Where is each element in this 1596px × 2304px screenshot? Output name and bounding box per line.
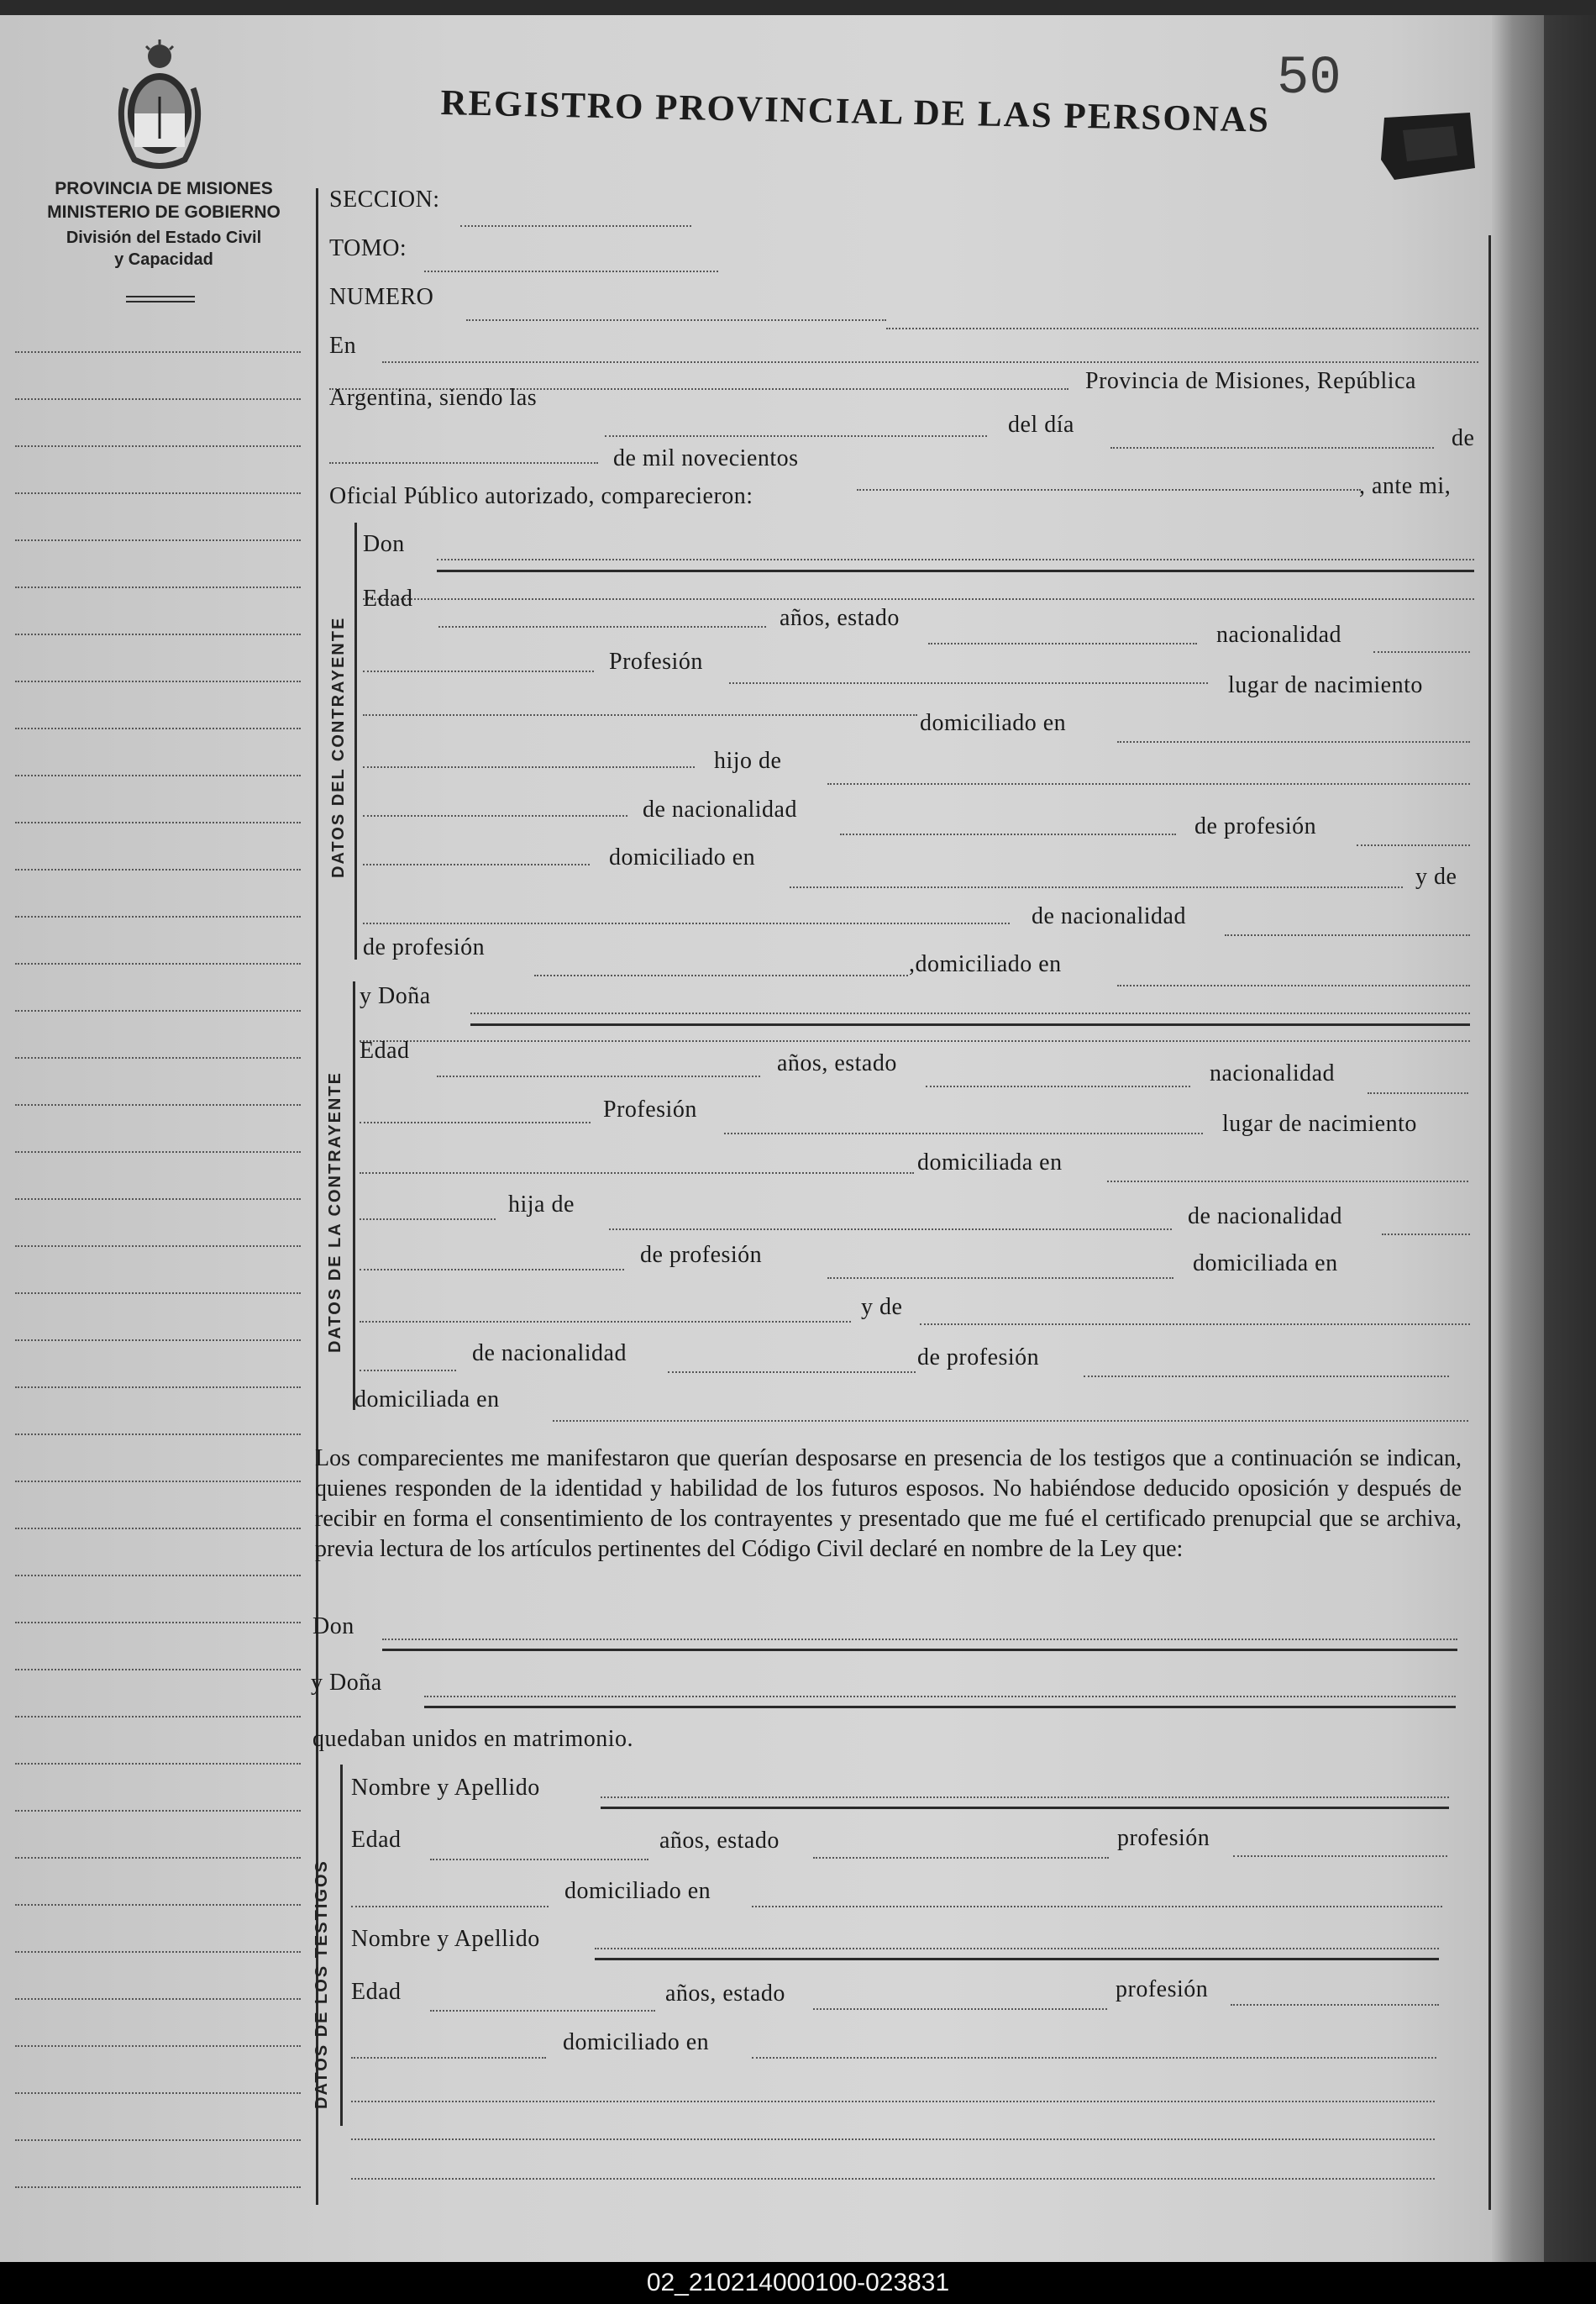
margin-note-line[interactable]: [15, 1622, 301, 1623]
estado-field-f[interactable]: [926, 1086, 1190, 1087]
margin-note-line[interactable]: [15, 822, 301, 823]
padre-profesion-field-f[interactable]: [827, 1277, 1173, 1279]
de-profesion-label-f: de profesión: [640, 1242, 763, 1268]
domiciliada-label: domiciliada en: [917, 1149, 1063, 1176]
margin-note-line[interactable]: [15, 1951, 301, 1953]
madre-field[interactable]: [363, 923, 1010, 924]
decl-don-label: Don: [312, 1613, 354, 1639]
tomo-field[interactable]: [424, 271, 718, 272]
footer-filename: 02_210214000100-023831: [0, 2262, 1596, 2304]
edad-field-f[interactable]: [437, 1076, 760, 1077]
left-heading-line3: División del Estado Civil: [66, 229, 262, 247]
don-field-2[interactable]: [363, 598, 1474, 600]
testigo1-domiciliado-label: domiciliado en: [564, 1878, 711, 1904]
nacionalidad-field[interactable]: [1373, 651, 1470, 653]
nacionalidad-field-2[interactable]: [363, 671, 594, 672]
hora-field[interactable]: [605, 435, 987, 437]
hijo-de-label: hijo de: [714, 748, 782, 774]
margin-note-line[interactable]: [15, 1057, 301, 1059]
de-nacionalidad-label-2: de nacionalidad: [1032, 903, 1186, 929]
seccion-label: SECCION:: [329, 187, 440, 213]
testigo2-nombre-field[interactable]: [595, 1948, 1439, 1949]
margin-note-line[interactable]: [15, 963, 301, 965]
anos-estado-label: años, estado: [780, 605, 900, 631]
left-heading: [25, 176, 302, 272]
margin-note-line[interactable]: [15, 1810, 301, 1812]
testigo2-edad-field-2[interactable]: [351, 2057, 546, 2059]
margin-note-line[interactable]: [15, 775, 301, 776]
margin-note-line[interactable]: [15, 869, 301, 871]
testigos-bracket: [340, 1765, 343, 2126]
testigo2-domiciliado-label: domiciliado en: [563, 2029, 710, 2055]
don-field[interactable]: [437, 559, 1474, 560]
padre-nacionalidad-field[interactable]: [840, 834, 1176, 835]
margin-note-line[interactable]: [15, 2092, 301, 2094]
margin-note-line[interactable]: [15, 2045, 301, 2047]
heading-underline-2: [126, 301, 195, 302]
decl-dona-field[interactable]: [424, 1696, 1456, 1697]
edad-label-f: Edad: [360, 1038, 410, 1064]
de-nacionalidad-label-f: de nacionalidad: [1188, 1203, 1342, 1229]
margin-note-line[interactable]: [15, 1481, 301, 1482]
testigo1-profesion-label: profesión: [1117, 1825, 1210, 1851]
nacionalidad-label: nacionalidad: [1216, 622, 1342, 648]
testigo1-nombre-underline: [601, 1807, 1449, 1809]
en-field[interactable]: [382, 361, 1478, 363]
de-profesion-label-f2: de profesión: [917, 1344, 1040, 1370]
y-de-label-f: y de: [861, 1294, 903, 1320]
padre-nacionalidad-field-f[interactable]: [1382, 1234, 1470, 1235]
edad-label: Edad: [363, 586, 413, 612]
margin-note-line[interactable]: [15, 1292, 301, 1294]
mes-field[interactable]: [329, 462, 598, 464]
testigo1-anos-estado-label: años, estado: [659, 1828, 780, 1854]
madre-profesion-field[interactable]: [534, 975, 908, 976]
right-border-rule: [1488, 235, 1491, 2210]
numero-field[interactable]: [466, 319, 886, 321]
testigo2-nombre-underline: [595, 1958, 1439, 1960]
domiciliada-label-2: domiciliada en: [1193, 1250, 1338, 1276]
profesion-field-f[interactable]: [724, 1133, 1203, 1134]
margin-note-line[interactable]: [15, 916, 301, 918]
padre-field-f[interactable]: [609, 1228, 1172, 1230]
testigo1-profesion-field[interactable]: [1233, 1855, 1447, 1857]
testigo2-anos-estado-label: años, estado: [665, 1980, 785, 2007]
margin-note-line[interactable]: [15, 1010, 301, 1012]
contrayenta-side-label: DATOS DE LA CONTRAYENTE: [326, 1071, 344, 1353]
lugar-field-f[interactable]: [360, 1172, 914, 1174]
ante-mi-text: , ante mi,: [1359, 473, 1452, 499]
extra-line-2[interactable]: [351, 2178, 1435, 2180]
decl-dona-label: y Doña: [311, 1670, 382, 1696]
madre-nacionalidad-field[interactable]: [1225, 934, 1470, 936]
profesion-label: Profesión: [609, 649, 703, 675]
don-label: Don: [363, 531, 405, 557]
dona-underline: [470, 1023, 1470, 1026]
margin-note-line[interactable]: [15, 1104, 301, 1106]
decl-dona-underline: [424, 1706, 1456, 1708]
margin-note-line[interactable]: [15, 1386, 301, 1388]
padre-field[interactable]: [827, 783, 1470, 785]
margin-note-line[interactable]: [15, 1716, 301, 1717]
testigo1-estado-field[interactable]: [813, 1857, 1109, 1859]
margin-note-line[interactable]: [15, 539, 301, 541]
tomo-label: TOMO:: [329, 235, 407, 261]
margin-note-line[interactable]: [15, 1151, 301, 1153]
testigos-side-label: DATOS DE LOS TESTIGOS: [312, 1860, 331, 2109]
anos-estado-label-f: años, estado: [777, 1050, 897, 1076]
left-heading-line2: MINISTERIO DE GOBIERNO: [47, 203, 281, 222]
testigo1-edad-field[interactable]: [430, 1859, 648, 1860]
testigo1-domicilio-field[interactable]: [752, 1906, 1442, 1907]
contrayente-bracket: [354, 523, 357, 960]
top-shadow: [0, 0, 1596, 15]
testigo2-nombre-label: Nombre y Apellido: [351, 1926, 540, 1952]
ink-stamp-mark: [1378, 109, 1478, 185]
testigo2-domicilio-field-2[interactable]: [351, 2101, 1435, 2102]
madre-field-f[interactable]: [920, 1323, 1470, 1325]
testigo2-domicilio-field[interactable]: [752, 2057, 1436, 2059]
margin-note-line[interactable]: [15, 1575, 301, 1576]
domiciliado-label-2: domiciliado en: [609, 844, 756, 871]
padre-nac-field-f2[interactable]: [360, 1269, 624, 1270]
decl-don-field[interactable]: [382, 1639, 1457, 1640]
margin-note-line[interactable]: [15, 1198, 301, 1200]
estado-field[interactable]: [928, 643, 1197, 644]
margin-note-line[interactable]: [15, 1339, 301, 1341]
margin-note-line[interactable]: [15, 1904, 301, 1906]
de-label: de: [1452, 425, 1475, 451]
profesion-field[interactable]: [729, 682, 1208, 684]
margin-note-line[interactable]: [15, 587, 301, 588]
en-label: En: [329, 333, 357, 359]
madre-domicilio-field-f[interactable]: [553, 1420, 1468, 1422]
contrayente-side-label: DATOS DEL CONTRAYENTE: [329, 616, 348, 878]
margin-note-line[interactable]: [15, 1245, 301, 1247]
de-nacionalidad-label-f2: de nacionalidad: [472, 1340, 627, 1366]
de-profesion-label: de profesión: [1194, 813, 1317, 839]
del-dia-label: del día: [1008, 412, 1074, 438]
testigo1-nombre-label: Nombre y Apellido: [351, 1775, 540, 1801]
domicilio-field-2[interactable]: [363, 766, 695, 768]
domicilio-field-f[interactable]: [1107, 1181, 1468, 1182]
edad-field[interactable]: [438, 626, 766, 628]
margin-note-line[interactable]: [15, 492, 301, 494]
argentina-text: Argentina, siendo las: [329, 385, 538, 411]
extra-line-1[interactable]: [351, 2138, 1435, 2140]
left-heading-line4: y Capacidad: [114, 250, 213, 269]
lugar-nacimiento-label: lugar de nacimiento: [1228, 672, 1423, 698]
contrayenta-bracket: [353, 981, 355, 1410]
de-profesion-label-2: de profesión: [363, 934, 486, 960]
dona-field[interactable]: [470, 1013, 1470, 1014]
margin-note-line[interactable]: [15, 728, 301, 729]
margin-note-line[interactable]: [15, 1433, 301, 1435]
page-title: REGISTRO PROVINCIAL DE LAS PERSONAS: [439, 82, 1271, 140]
dona-label: y Doña: [360, 983, 431, 1009]
lugar-field[interactable]: [363, 714, 917, 716]
margin-note-line[interactable]: [15, 681, 301, 682]
madre-domicilio-field[interactable]: [1117, 985, 1470, 986]
heading-underline: [126, 296, 195, 297]
anio-field[interactable]: [857, 489, 1361, 491]
provincia-text: Provincia de Misiones, República: [1085, 368, 1416, 394]
padre-domicilio-field[interactable]: [790, 886, 1403, 888]
coat-of-arms-icon: [109, 38, 210, 172]
margin-note-line[interactable]: [15, 1998, 301, 2000]
dona-field-2[interactable]: [360, 1040, 1470, 1042]
book-binding: [1544, 0, 1596, 2262]
numero-label: NUMERO: [329, 284, 434, 310]
decl-don-underline: [382, 1649, 1457, 1651]
margin-note-line[interactable]: [15, 634, 301, 635]
lugar-nacimiento-label-f: lugar de nacimiento: [1222, 1111, 1417, 1137]
dia-field[interactable]: [1110, 447, 1434, 449]
seccion-field[interactable]: [460, 225, 691, 227]
testigo1-edad-label: Edad: [351, 1827, 402, 1853]
testigo1-edad-field-2[interactable]: [351, 1906, 549, 1907]
domicilio-field[interactable]: [1117, 741, 1470, 743]
declaration-paragraph: Los comparecientes me manifestaron que querían desposarse en presencia de los testigos que a continuación se indican, quienes responden de la identidad y habilidad de los futuros esposos. No habiéndose deducido oposición y después de recibir en forma el consentimiento de los contrayentes y presentado que me fué el certificado prenupcial que se archiva, previa lectura de los artículos pertinentes del Código Civil declaré en nombre de la Ley que:: [315, 1445, 1462, 1562]
margin-note-line[interactable]: [15, 1528, 301, 1529]
profesion-label-f: Profesión: [603, 1097, 697, 1123]
nacionalidad-field-f2[interactable]: [360, 1122, 591, 1123]
padre-profesion-field-2[interactable]: [363, 864, 590, 865]
y-de-label: y de: [1415, 864, 1457, 890]
padre-field-2[interactable]: [363, 815, 627, 817]
margin-note-line[interactable]: [15, 445, 301, 447]
testigo2-profesion-label: profesión: [1116, 1976, 1209, 2002]
unidos-text: quedaban unidos en matrimonio.: [312, 1726, 634, 1752]
oficial-text: Oficial Público autorizado, comparecieron:: [329, 483, 753, 509]
padre-domicilio-field-f[interactable]: [360, 1321, 851, 1323]
testigo2-edad-label: Edad: [351, 1979, 402, 2005]
margin-note-line[interactable]: [15, 2186, 301, 2188]
de-nacionalidad-label: de nacionalidad: [643, 797, 797, 823]
madre-field-f2[interactable]: [360, 1370, 456, 1371]
margin-note-line[interactable]: [15, 1669, 301, 1670]
nacionalidad-label-f: nacionalidad: [1210, 1060, 1336, 1086]
margin-note-line[interactable]: [15, 1763, 301, 1765]
don-underline: [437, 570, 1474, 572]
margin-note-line[interactable]: [15, 351, 301, 353]
madre-profesion-field-f[interactable]: [1084, 1376, 1449, 1377]
margin-note-line[interactable]: [15, 2139, 301, 2141]
testigo1-nombre-field[interactable]: [601, 1796, 1449, 1798]
margin-note-line[interactable]: [15, 1857, 301, 1859]
domicilio-field-f2[interactable]: [360, 1218, 496, 1220]
book-spine-edge: [1492, 0, 1544, 2262]
numero-field-cont[interactable]: [886, 328, 1478, 329]
left-heading-line1: PROVINCIA DE MISIONES: [55, 179, 273, 198]
margin-note-line[interactable]: [15, 398, 301, 400]
padre-profesion-field[interactable]: [1357, 844, 1470, 846]
domiciliado-label-3: ,domiciliado en: [909, 951, 1062, 977]
testigo2-profesion-field[interactable]: [1231, 2004, 1439, 2006]
testigo2-edad-field[interactable]: [430, 2010, 655, 2012]
testigo2-estado-field[interactable]: [813, 2008, 1107, 2010]
hija-de-label: hija de: [508, 1191, 575, 1218]
madre-nacionalidad-field-f[interactable]: [668, 1371, 916, 1373]
page-number: 50: [1277, 49, 1341, 109]
domiciliada-label-3: domiciliada en: [354, 1386, 500, 1412]
mil-novecientos-label: de mil novecientos: [613, 445, 799, 471]
domiciliado-label: domiciliado en: [920, 710, 1067, 736]
nacionalidad-field-f[interactable]: [1368, 1092, 1468, 1094]
